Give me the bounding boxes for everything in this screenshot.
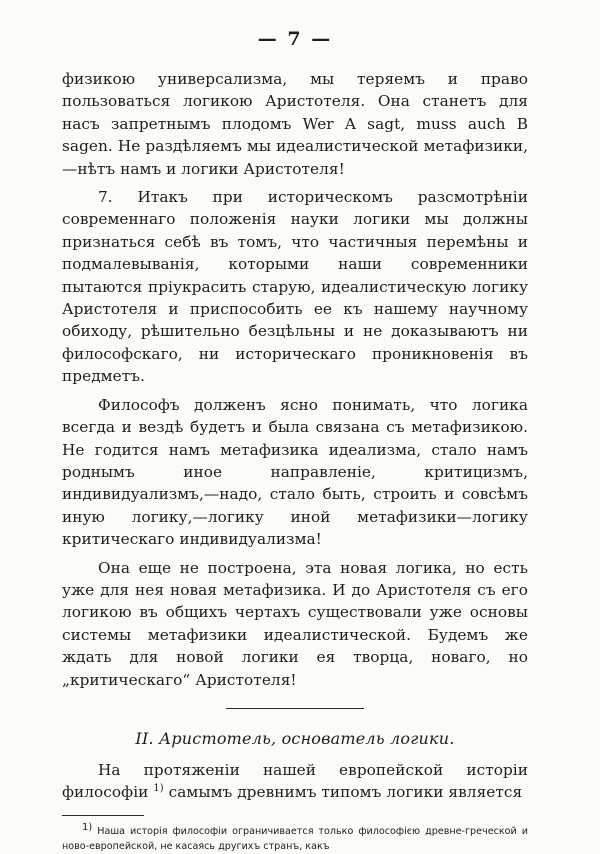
section-heading: II. Аристотель, основатель логики. (135, 728, 455, 748)
paragraph-2 (62, 186, 528, 388)
section-paragraph-text (62, 759, 528, 804)
paragraph-text: Философъ долженъ ясно понимать, что логика всегда и вездѣ будетъ и была связана съ метафизикою. Не годится намъ метафизика идеализма, стало намъ роднымъ иное направленіе, критицизмъ, индивидуализмъ,—надо, стало быть, строить и совсѣмъ иную логику,—логику иной метафизики—логику критическаго индивидуализма! (62, 395, 528, 549)
paragraph-text: Она еще не построена, эта новая логика, но есть уже для нея новая метафизика. И до Аристотеля съ его логикою въ общихъ чертахъ существовали уже основы системы метафизики идеалистической. Будемъ же ждать для новой логики ея творца, новаго, но „критическаго“ Аристотеля! (62, 558, 528, 689)
footnote-reference[interactable]: 1) (153, 783, 164, 795)
paragraph-text: физикою универсализма, мы теряемъ и право пользоваться логикою Аристотеля. Она станетъ для насъ запретнымъ плодомъ Wer A sagt, muss auch B sagen. Не раздѣляемъ мы идеалистической метафизики,—нѣтъ намъ и логики Аристотеля! (62, 70, 528, 178)
section-separator (226, 708, 364, 709)
footnote-text: Наша исторія философіи ограничивается только философією древне-греческой и ново-европейской, не касаясь другихъ странъ, какъ (62, 825, 528, 852)
footnote (62, 821, 528, 854)
page-number: — 7 — (257, 28, 333, 50)
footnote-rule (62, 815, 144, 816)
section-text-before: На протяженіи нашей европейской исторіи философіи (62, 760, 528, 802)
section-paragraph (62, 759, 528, 804)
section-text-after: самымъ древнимъ типомъ логики является (168, 783, 523, 802)
book-page (62, 28, 528, 854)
paragraph-4 (62, 557, 528, 691)
paragraph-3 (62, 394, 528, 551)
paragraph-text: 7. Итакъ при историческомъ разсмотрѣніи современнаго положенія науки логики мы должны признаться себѣ въ томъ, что частичныя перемѣны и подмалевыванія, которыми наши современники пытаются пріукрасить старую, идеалистическую логику Аристотеля и приспособить ее къ нашему научному обиходу, рѣшительно безцѣльны и не доказываютъ ни философскаго, ни историческаго проникновенія въ предметъ. (62, 188, 528, 386)
footnote-mark: 1) (82, 821, 93, 833)
paragraph-1 (62, 68, 528, 180)
